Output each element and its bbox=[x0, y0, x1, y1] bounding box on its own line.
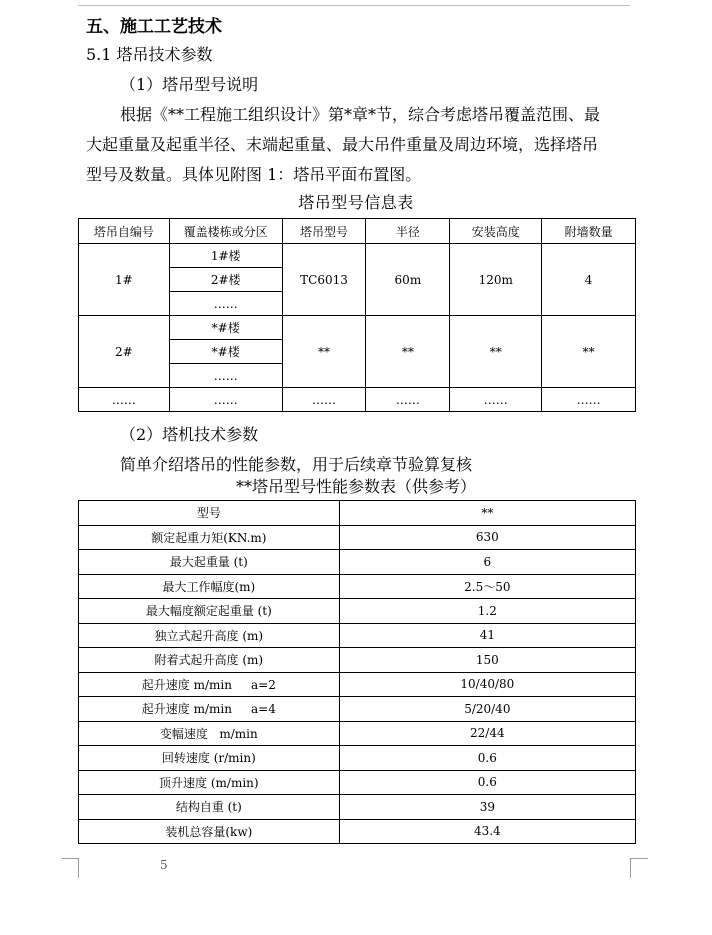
parameter-value-cell: 150 bbox=[339, 648, 635, 673]
building-cell: 1#楼 bbox=[169, 244, 282, 268]
parameter-name-cell: 起升速度 m/min a=4 bbox=[79, 697, 340, 722]
parameter-value-cell: 41 bbox=[339, 623, 635, 648]
paragraph-1-line-2: 大起重量及起重半径、末端起重量、最大吊件重量及周边环境，选择塔吊 bbox=[86, 135, 599, 154]
table-row bbox=[79, 721, 636, 746]
parameter-value-cell: 2.5～50 bbox=[339, 574, 635, 599]
table-1-header-cell: 覆盖楼栋或分区 bbox=[169, 219, 282, 244]
table-cell: …… bbox=[542, 388, 636, 412]
parameter-name-cell: 起升速度 m/min a=2 bbox=[79, 672, 340, 697]
parameter-name-cell: 最大幅度额定起重量 (t) bbox=[79, 599, 340, 624]
crop-mark-left-vertical bbox=[78, 858, 79, 878]
wall-ties-cell: 4 bbox=[542, 244, 636, 316]
paragraph-2: 简单介绍塔吊的性能参数，用于后续章节验算复核 bbox=[120, 455, 473, 474]
radius-cell: ** bbox=[366, 316, 450, 388]
paragraph-1-line-1: 根据《**工程施工组织设计》第*章*节，综合考虑塔吊覆盖范围、最 bbox=[120, 105, 601, 124]
building-cell: …… bbox=[169, 292, 282, 316]
parameter-name-cell: 装机总容量(kw) bbox=[79, 819, 340, 844]
header-rule bbox=[78, 5, 630, 6]
parameter-name-cell: 顶升速度 (m/min) bbox=[79, 770, 340, 795]
parameter-name-cell: 回转速度 (r/min) bbox=[79, 746, 340, 771]
table-row bbox=[79, 244, 636, 268]
parameter-name-cell: 变幅速度 m/min bbox=[79, 721, 340, 746]
building-cell: *#楼 bbox=[169, 316, 282, 340]
parameter-name-cell: 结构自重 (t) bbox=[79, 795, 340, 820]
table-cell: …… bbox=[282, 388, 366, 412]
parameter-value-cell: 39 bbox=[339, 795, 635, 820]
page-number: 5 bbox=[160, 858, 168, 872]
table-1-header-cell: 塔吊型号 bbox=[282, 219, 366, 244]
building-cell: *#楼 bbox=[169, 340, 282, 364]
crop-mark-left-horizontal bbox=[62, 858, 79, 859]
table-row bbox=[79, 623, 636, 648]
table-row bbox=[79, 388, 636, 412]
parameter-value-cell: 630 bbox=[339, 525, 635, 550]
height-cell: ** bbox=[450, 316, 542, 388]
building-cell: 2#楼 bbox=[169, 268, 282, 292]
wall-ties-cell: ** bbox=[542, 316, 636, 388]
table-row bbox=[79, 697, 636, 722]
table-row bbox=[79, 819, 636, 844]
parameter-value-cell: 22/44 bbox=[339, 721, 635, 746]
table-1-caption: 塔吊型号信息表 bbox=[298, 193, 414, 212]
parameter-name-cell: 型号 bbox=[79, 501, 340, 526]
table-row bbox=[79, 525, 636, 550]
table-row bbox=[79, 550, 636, 575]
table-row bbox=[79, 672, 636, 697]
crane-info-table bbox=[78, 218, 636, 412]
subsection-heading: 5.1 塔吊技术参数 bbox=[86, 45, 213, 64]
parameter-value-cell: 0.6 bbox=[339, 746, 635, 771]
table-row bbox=[79, 795, 636, 820]
crane-id-cell: 2# bbox=[79, 316, 170, 388]
parameter-name-cell: 额定起重力矩(KN.m) bbox=[79, 525, 340, 550]
table-row bbox=[79, 599, 636, 624]
parameter-value-cell: 5/20/40 bbox=[339, 697, 635, 722]
table-cell: …… bbox=[366, 388, 450, 412]
crop-mark-right-vertical bbox=[630, 858, 631, 878]
table-row bbox=[79, 574, 636, 599]
crane-performance-table bbox=[78, 500, 636, 844]
parameter-value-cell: ** bbox=[339, 501, 635, 526]
parameter-name-cell: 最大起重量 (t) bbox=[79, 550, 340, 575]
paragraph-1 bbox=[86, 100, 642, 190]
item-heading-2: （2）塔机技术参数 bbox=[120, 425, 259, 444]
parameter-name-cell: 最大工作幅度(m) bbox=[79, 574, 340, 599]
table-2-caption: **塔吊型号性能参数表（供参考） bbox=[235, 477, 476, 496]
parameter-value-cell: 43.4 bbox=[339, 819, 635, 844]
height-cell: 120m bbox=[450, 244, 542, 316]
table-1-header-cell: 半径 bbox=[366, 219, 450, 244]
table-cell: …… bbox=[450, 388, 542, 412]
table-1-header-cell: 塔吊自编号 bbox=[79, 219, 170, 244]
radius-cell: 60m bbox=[366, 244, 450, 316]
table-1-header-cell: 安装高度 bbox=[450, 219, 542, 244]
table-1-header-row bbox=[79, 219, 636, 244]
parameter-name-cell: 独立式起升高度 (m) bbox=[79, 623, 340, 648]
crane-model-cell: TC6013 bbox=[282, 244, 366, 316]
section-heading: 五、施工工艺技术 bbox=[86, 17, 222, 37]
table-cell: …… bbox=[169, 388, 282, 412]
table-1-header-cell: 附墙数量 bbox=[542, 219, 636, 244]
paragraph-1-line-3: 型号及数量。具体见附图 1：塔吊平面布置图。 bbox=[86, 165, 422, 184]
building-cell: …… bbox=[169, 364, 282, 388]
parameter-value-cell: 6 bbox=[339, 550, 635, 575]
parameter-value-cell: 0.6 bbox=[339, 770, 635, 795]
table-cell: …… bbox=[79, 388, 170, 412]
table-row bbox=[79, 746, 636, 771]
crane-model-cell: ** bbox=[282, 316, 366, 388]
table-row bbox=[79, 648, 636, 673]
table-row bbox=[79, 770, 636, 795]
item-heading-1: （1）塔吊型号说明 bbox=[120, 75, 259, 94]
parameter-value-cell: 10/40/80 bbox=[339, 672, 635, 697]
table-row bbox=[79, 316, 636, 340]
crop-mark-right-horizontal bbox=[630, 858, 648, 859]
table-row bbox=[79, 501, 636, 526]
parameter-value-cell: 1.2 bbox=[339, 599, 635, 624]
crane-id-cell: 1# bbox=[79, 244, 170, 316]
parameter-name-cell: 附着式起升高度 (m) bbox=[79, 648, 340, 673]
